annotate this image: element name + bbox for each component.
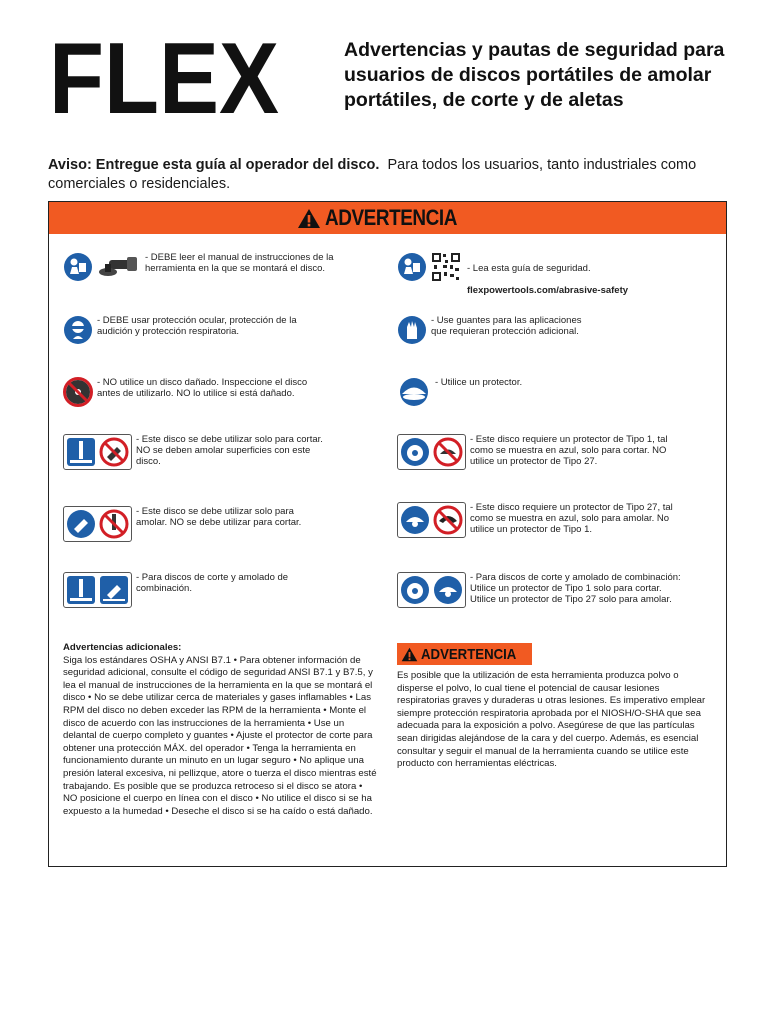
safety-item-type27-guard: [397, 502, 673, 538]
no-cutting-icon: [99, 509, 129, 539]
safety-item-eye-ear-protection: [63, 315, 297, 345]
type27-guard-icon: [400, 505, 430, 535]
safety-item-guard: [397, 377, 522, 407]
type27-guard-icon-group: [397, 502, 466, 538]
safety-item-read-guide: [397, 252, 628, 296]
grinding-icon: [99, 575, 129, 605]
safety-item-text: - Para discos de corte y amolado de combinación: Utilice un protector de Tipo 1 solo para cortar. Utilice un protector de Tipo 27 solo para amolar.: [470, 572, 681, 605]
safety-item-combination-guard: [397, 572, 681, 608]
safety-item-text: - Este disco se debe utilizar solo para cortar. NO se deben amolar superficies con este disco.: [136, 434, 323, 467]
type27-guard-icon: [433, 575, 463, 605]
type1-guard-icon: [400, 575, 430, 605]
safety-item-text: - NO utilice un disco dañado. Inspeccione el disco antes de utilizarlo. NO lo utilice si está dañado.: [97, 377, 308, 399]
dust-warning-label: ADVERTENCIA: [421, 645, 517, 663]
safety-item-text: - Este disco requiere un protector de Tipo 27, tal como se muestra en azul, solo para amolar. No utilice un protector de Tipo 1.: [470, 502, 673, 535]
combination-guard-icon-group: [397, 572, 466, 608]
safety-item-read-manual: [63, 252, 334, 282]
safety-item-text: - Este disco requiere un protector de Tipo 1, tal como se muestra en azul, solo para cortar. NO utilice un protector de Tipo 27.: [470, 434, 668, 467]
safety-guide-link[interactable]: flexpowertools.com/abrasive-safety: [467, 285, 629, 296]
no-type1-guard-icon: [433, 505, 463, 535]
read-guide-icon: [397, 252, 427, 282]
eye-ear-protection-icon: [63, 315, 93, 345]
safety-item-text: - Para discos de corte y amolado de combinación.: [136, 572, 289, 594]
read-manual-icon: [63, 252, 93, 282]
type1-guard-icon-group: [397, 434, 466, 470]
safety-item-combination: [63, 572, 288, 608]
warning-triangle-icon: [297, 208, 321, 229]
notice-rest: Para todos los usuarios, tanto industriales como comerciales o residenciales.: [48, 157, 697, 192]
combination-icon-group: [63, 572, 132, 608]
guard-icon: [397, 377, 431, 407]
notice-bold: Aviso: Entregue esta guía al operador del disco.: [48, 157, 380, 173]
safety-item-text: - Use guantes para las aplicaciones que requieran protección adicional.: [431, 315, 582, 337]
safety-item-text: - Este disco se debe utilizar solo para amolar. NO se debe utilizar para cortar.: [136, 506, 302, 528]
cut-only-icon-group: [63, 434, 132, 470]
notice: [48, 156, 738, 194]
safety-item-text: - DEBE usar protección ocular, protección de la audición y protección respiratoria.: [97, 315, 297, 337]
page-title: Advertencias y pautas de seguridad para usuarios de discos portátiles de amolar portátiles, de corte y de aletas: [344, 39, 725, 111]
warning-triangle-icon: [401, 647, 418, 662]
type1-guard-icon: [400, 437, 430, 467]
cutting-icon: [66, 575, 96, 605]
no-grinding-icon: [99, 437, 129, 467]
dust-warning-body: Es posible que la utilización de esta herramienta produzca polvo o disperse el polvo, lo cual tiene el potencial de causar lesiones respiratorias graves y duraderas u otras lesiones. Es imperativo emplear siempre protección respiratoria aprobada por el NIOSH/O-SHA que sea adecuada para la exposición a polvo. Asegúrese de que las partículas sean dirigidas alejándose de la cara y del cuerpo. Además, es esencial consultar y seguir el manual de la herramienta cuando se utilice este producto con herramientas eléctricas.: [397, 670, 706, 770]
safety-item-damaged-disc: [63, 377, 307, 407]
no-damaged-disc-icon: [63, 377, 93, 407]
read-guide-text-block: [467, 252, 628, 296]
flex-logo: [48, 23, 280, 135]
safety-item-gloves: [397, 315, 582, 345]
dust-warning-banner: [397, 643, 532, 665]
additional-warnings: [63, 642, 379, 818]
safety-item-cut-only: [63, 434, 323, 470]
safety-item-grind-only: [63, 506, 301, 542]
additional-warnings-body: Siga los estándares OSHA y ANSI B7.1 • Para obtener información de seguridad adicional, consulte el código de seguridad ANSI B7.1 y B7.5, y lea el manual de instrucciones de la herramienta en la que se montará el disco • No se debe utilizar cerca de materiales y gases inflamables • Las RPM del disco no deben exceder las RPM de la herramienta • Monte el disco de acuerdo con las instrucciones de la herramienta • Use un delantal de cuerpo completo y guantes • Ajuste el protector de corte para obtener una protección MÁX. del operador • Tenga la herramienta en funcionamiento durante un minuto en un lugar seguro • No aplique una presión lateral excesiva, ni pellizque, atore o tuerza el disco mientras esté trabajando. Es posible que se produzca retroceso si el disco se atora • NO posicione el cuerpo en línea con el disco • No utilice el disco si se ha expuesto a la humedad • Deseche el disco si se ha caído o está dañado.: [63, 654, 377, 817]
gloves-icon: [397, 315, 427, 345]
safety-item-text: - Utilice un protector.: [435, 377, 523, 388]
safety-item-text: - Lea esta guía de seguridad.: [467, 263, 591, 274]
additional-warnings-heading: Advertencias adicionales:: [63, 642, 182, 653]
safety-item-type1-guard: [397, 434, 668, 470]
cutting-icon: [66, 437, 96, 467]
logo-text: FLEX: [49, 23, 279, 135]
warning-banner-label: ADVERTENCIA: [324, 205, 457, 230]
qr-code-icon: [431, 252, 461, 282]
grinding-icon: [66, 509, 96, 539]
warning-banner: [49, 202, 726, 234]
warning-panel: [48, 201, 727, 867]
safety-item-text: - DEBE leer el manual de instrucciones de la herramienta en la que se montará el disco.: [145, 252, 334, 274]
angle-grinder-icon: [97, 252, 141, 282]
grind-only-icon-group: [63, 506, 132, 542]
no-type27-guard-icon: [433, 437, 463, 467]
